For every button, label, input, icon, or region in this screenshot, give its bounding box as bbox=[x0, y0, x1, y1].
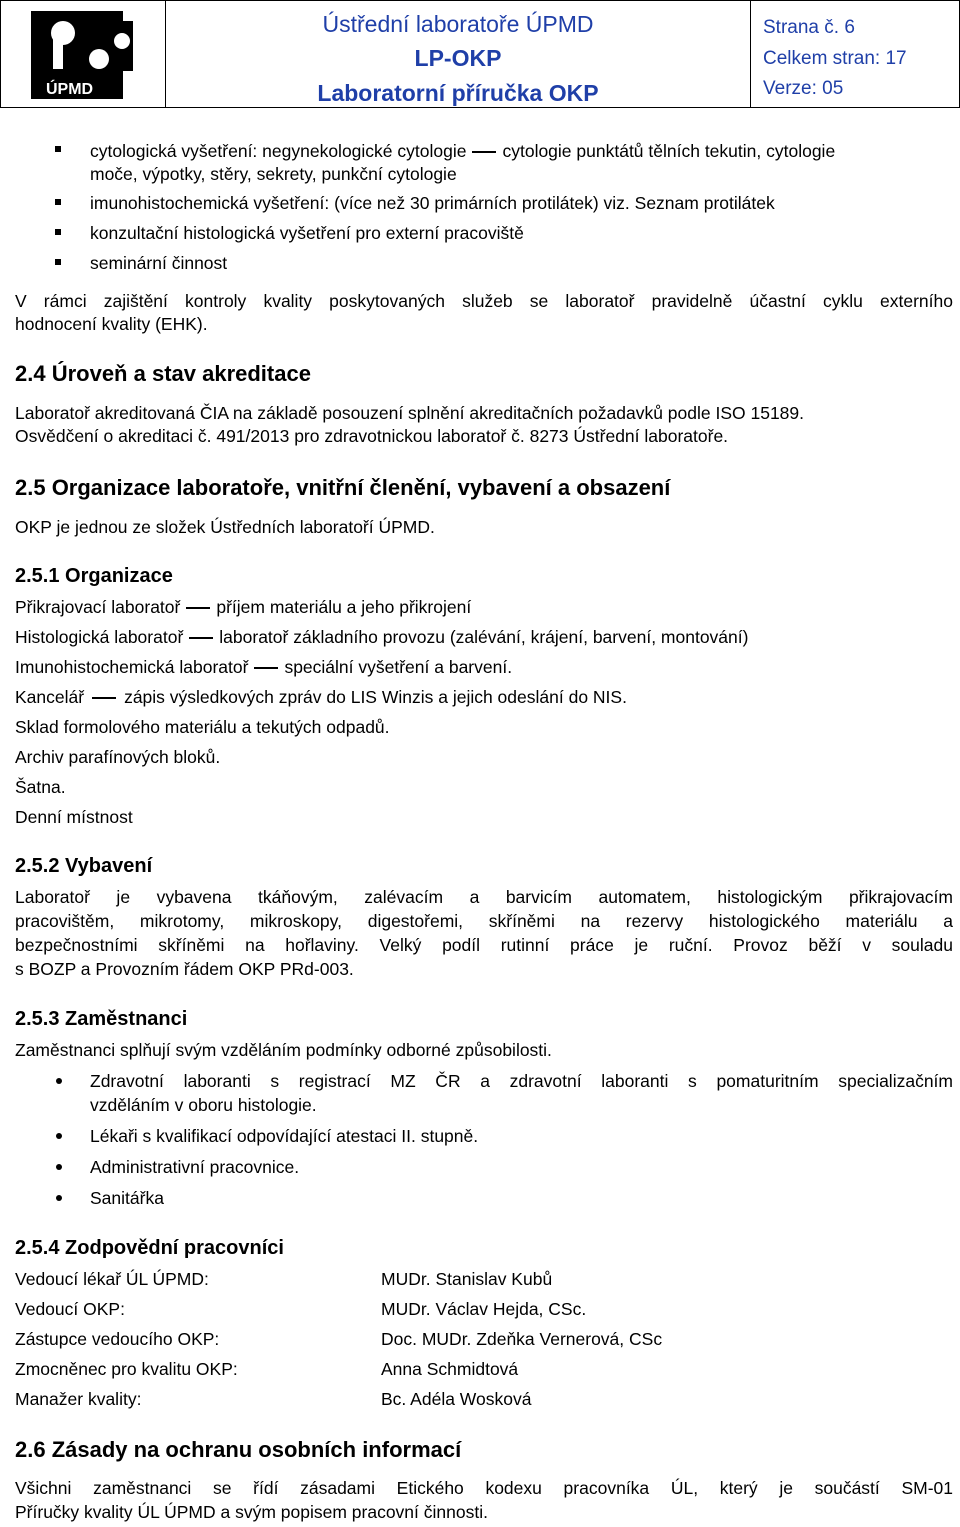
paragraph-line: Příručky kvality ÚL ÚPMD a svým popisem pracovní činnosti. bbox=[15, 1502, 488, 1522]
paragraph-line: Laboratoř akreditovaná ČIA na základě posouzení splnění akreditačních požadavků podle ISO 15189. bbox=[15, 403, 805, 423]
header-title-block bbox=[166, 1, 751, 107]
list-item-cont: vzděláním v oboru histologie. bbox=[90, 1095, 317, 1115]
org-item: Imunohistochemická laboratoř speciální vyšetření a barvení. bbox=[15, 657, 513, 677]
version: Verze: 05 bbox=[763, 78, 844, 99]
round-bullet-icon bbox=[56, 1164, 62, 1170]
org-name: Ústřední laboratoře ÚPMD bbox=[322, 11, 594, 37]
dash-icon bbox=[472, 151, 496, 153]
role-label: Vedoucí OKP: bbox=[15, 1299, 125, 1319]
org-item: Kancelář zápis výsledkových zpráv do LIS Winzis a jejich odeslání do NIS. bbox=[15, 687, 627, 707]
paragraph-line: s BOZP a Provozním řádem OKP PRd-003. bbox=[15, 959, 354, 979]
section-heading: 2.4 Úroveň a stav akreditace bbox=[15, 361, 311, 386]
square-bullet-icon bbox=[55, 146, 61, 152]
list-item: konzultační histologická vyšetření pro externí pracoviště bbox=[90, 223, 524, 243]
document-header bbox=[0, 0, 960, 108]
role-label: Zástupce vedoucího OKP: bbox=[15, 1329, 220, 1349]
round-bullet-icon bbox=[56, 1133, 62, 1139]
paragraph-line: hodnocení kvality (EHK). bbox=[15, 314, 208, 334]
list-item: Zdravotní laboranti s registrací MZ ČR a zdravotní laboranti s pomaturitním specializačním bbox=[90, 1071, 953, 1091]
round-bullet-icon bbox=[56, 1078, 62, 1084]
subsection-heading: 2.5.1 Organizace bbox=[15, 565, 173, 587]
person-name: Anna Schmidtová bbox=[381, 1359, 519, 1379]
dash-icon bbox=[254, 667, 278, 669]
list-item: cytologická vyšetření: negynekologické cytologie cytologie punktátů tělních tekutin, cytologie bbox=[90, 141, 836, 161]
paragraph-line: Všichni zaměstnanci se řídí zásadami Etického kodexu pracovníka ÚL, který je součástí SM-01 bbox=[15, 1478, 953, 1498]
role-label: Manažer kvality: bbox=[15, 1389, 142, 1409]
org-item: Denní místnost bbox=[15, 807, 133, 827]
section-heading: 2.6 Zásady na ochranu osobních informací bbox=[15, 1437, 462, 1462]
paragraph-line: Laboratoř je vybavena tkáňovým, zalévacím a barvicím automatem, histologickým přikrajovacím bbox=[15, 887, 953, 907]
document-title: Laboratorní příručka OKP bbox=[317, 80, 599, 106]
list-item: seminární činnost bbox=[90, 253, 228, 273]
section-heading: 2.5 Organizace laboratoře, vnitřní členění, vybavení a obsazení bbox=[15, 475, 671, 500]
person-name: MUDr. Stanislav Kubů bbox=[381, 1269, 553, 1289]
svg-text:ÚPMD: ÚPMD bbox=[46, 81, 94, 98]
document-code: LP-OKP bbox=[414, 45, 502, 71]
round-bullet-icon bbox=[56, 1195, 62, 1201]
person-name: Doc. MUDr. Zdeňka Vernerová, CSc bbox=[381, 1329, 663, 1349]
paragraph-line: Zaměstnanci splňují svým vzděláním podmínky odborné způsobilosti. bbox=[15, 1040, 552, 1060]
list-item-cont: moče, výpotky, stěry, sekrety, punkční cytologie bbox=[90, 164, 457, 184]
org-item: Histologická laboratoř laboratoř základního provozu (zalévání, krájení, barvení, montování) bbox=[15, 627, 749, 647]
square-bullet-icon bbox=[55, 199, 61, 205]
org-item: Archiv parafínových bloků. bbox=[15, 747, 221, 767]
list-item: imunohistochemická vyšetření: (více než 30 primárních protilátek) viz. Seznam protilátek bbox=[90, 193, 775, 213]
person-name: MUDr. Václav Hejda, CSc. bbox=[381, 1299, 587, 1319]
role-label: Zmocněnec pro kvalitu OKP: bbox=[15, 1359, 238, 1379]
subsection-heading: 2.5.3 Zaměstnanci bbox=[15, 1008, 188, 1030]
person-name: Bc. Adéla Wosková bbox=[381, 1389, 532, 1409]
logo-graphic bbox=[1, 1, 165, 107]
page-number: Strana č. 6 bbox=[763, 17, 855, 38]
role-label: Vedoucí lékař ÚL ÚPMD: bbox=[15, 1269, 209, 1289]
org-item: Přikrajovací laboratoř příjem materiálu a jeho přikrojení bbox=[15, 597, 472, 617]
page-total: Celkem stran: 17 bbox=[763, 48, 907, 69]
subsection-heading: 2.5.4 Zodpovědní pracovníci bbox=[15, 1237, 284, 1259]
dash-icon bbox=[186, 607, 210, 609]
list-item: Lékaři s kvalifikací odpovídající atestaci II. stupně. bbox=[90, 1126, 479, 1146]
square-bullet-icon bbox=[55, 229, 61, 235]
paragraph-line: Osvědčení o akreditaci č. 491/2013 pro zdravotnickou laboratoř č. 8273 Ústřední laboratoře. bbox=[15, 426, 729, 446]
list-item: Administrativní pracovnice. bbox=[90, 1157, 300, 1177]
paragraph-line: V rámci zajištění kontroly kvality poskytovaných služeb se laboratoř pravidelně účastní cyklu externího bbox=[15, 291, 953, 311]
dash-icon bbox=[189, 637, 213, 639]
org-item: Sklad formolového materiálu a tekutých odpadů. bbox=[15, 717, 390, 737]
paragraph-line: OKP je jednou ze složek Ústředních laboratoří ÚPMD. bbox=[15, 517, 435, 537]
square-bullet-icon bbox=[55, 259, 61, 265]
list-item: Sanitářka bbox=[90, 1188, 164, 1208]
upmd-logo bbox=[1, 1, 166, 107]
subsection-heading: 2.5.2 Vybavení bbox=[15, 855, 153, 877]
org-item: Šatna. bbox=[15, 777, 66, 797]
header-meta bbox=[751, 1, 959, 107]
paragraph-line: pracovištěm, mikrotomy, mikroskopy, digestořemi, skříněmi na rezervy histologického materiálu a bbox=[15, 911, 953, 931]
paragraph-line: bezpečnostními skříněmi na hořlaviny. Velký podíl rutinní práce je ruční. Provoz běží v souladu bbox=[15, 935, 953, 955]
dash-icon bbox=[92, 697, 116, 699]
